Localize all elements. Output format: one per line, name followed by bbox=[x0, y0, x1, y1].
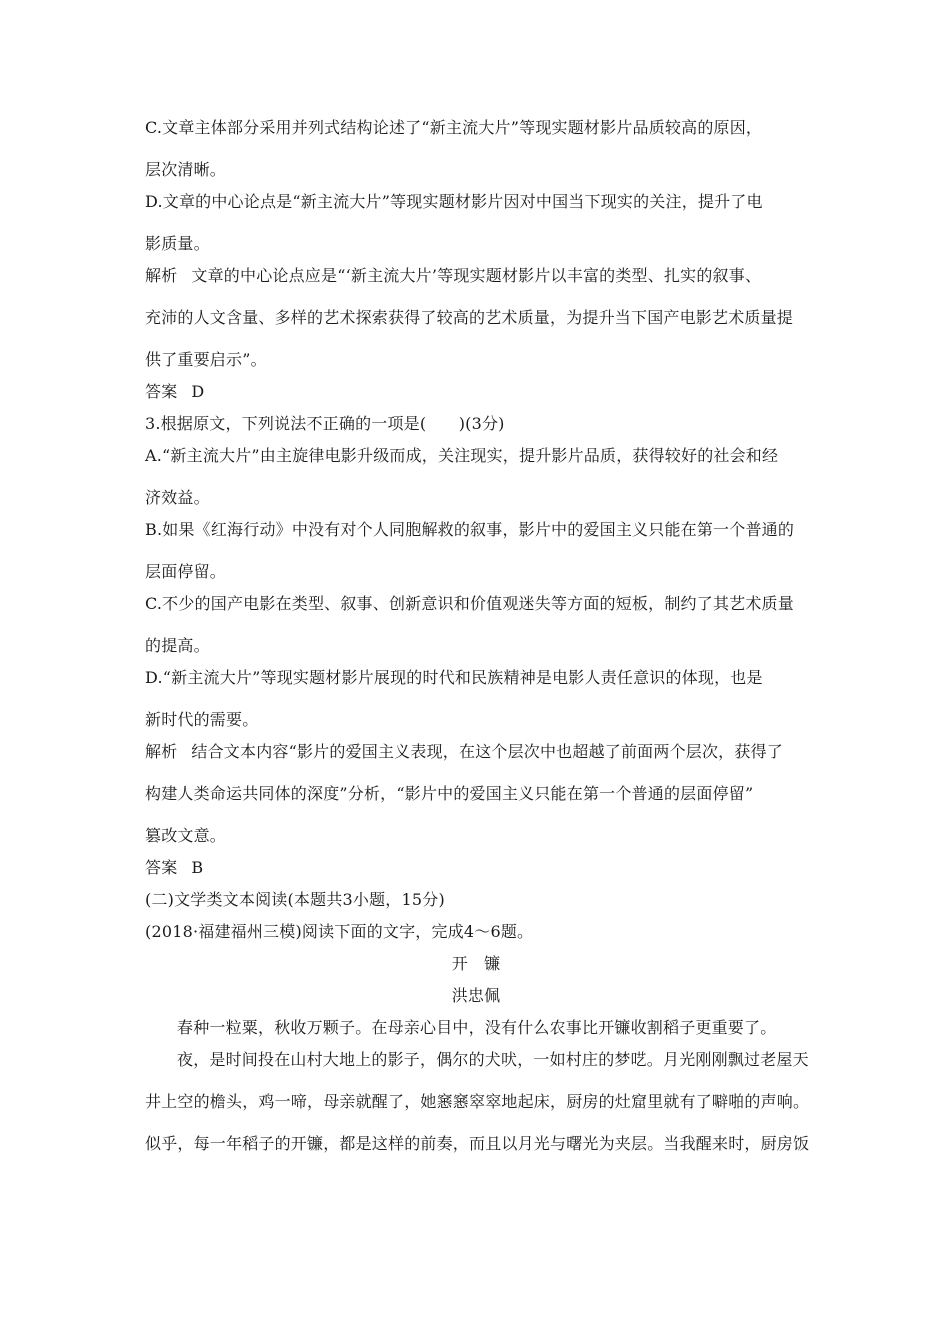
q2-option-c-line-2: 层次清晰。 bbox=[145, 160, 227, 179]
q3-option-b-line-2: 层面停留。 bbox=[145, 562, 227, 581]
story-paragraph-1: 春种一粒粟，秋收万颗子。在母亲心目中，没有什么农事比开镰收割稻子更重要了。 bbox=[177, 1018, 777, 1037]
q3-option-a-line-2: 济效益。 bbox=[145, 488, 210, 507]
q3-option-a-line-1: A.“新主流大片”由主旋律电影升级而成，关注现实，提升影片品质，获得较好的社会和经 bbox=[145, 446, 779, 465]
q3-analysis-line-2: 构建人类命运共同体的深度”分析，“影片中的爱国主义只能在第一个普通的层面停留” bbox=[145, 784, 754, 803]
q2-answer-line bbox=[145, 382, 807, 402]
story-author: 洪忠佩 bbox=[451, 986, 501, 1005]
q3-option-d-line-1: D.“新主流大片”等现实题材影片展现的时代和民族精神是电影人责任意识的体现，也是 bbox=[145, 668, 763, 687]
story-paragraph-2-line-3: 似乎，每一年稻子的开镰，都是这样的前奏，而且以月光与曙光为夹层。当我醒来时，厨房饭 bbox=[145, 1134, 810, 1153]
q3-answer-label: 答案 bbox=[145, 858, 178, 877]
q2-answer-label: 答案 bbox=[145, 382, 178, 401]
q2-analysis-line-3: 供了重要启示”。 bbox=[145, 350, 267, 369]
q2-analysis-label: 解析 bbox=[145, 266, 178, 285]
q3-option-c-line-2: 的提高。 bbox=[145, 636, 210, 655]
story-paragraph-2-line-1: 夜，是时间投在山村大地上的影子，偶尔的犬吠，一如村庄的梦呓。月光刚刚飘过老屋天 bbox=[177, 1050, 809, 1069]
document-page bbox=[145, 118, 810, 1154]
q3-option-d-line-2: 新时代的需要。 bbox=[145, 710, 259, 729]
q3-analysis-text-1: 结合文本内容“影片的爱国主义表现，在这个层次中也超越了前面两个层次，获得了 bbox=[191, 742, 783, 761]
q2-option-d-line-1: D.文章的中心论点是“新主流大片”等现实题材影片因对中国当下现实的关注，提升了电 bbox=[145, 192, 763, 211]
q3-analysis-label: 解析 bbox=[145, 742, 178, 761]
q3-analysis-line-1 bbox=[145, 742, 807, 762]
story-paragraph-2-line-2: 井上空的檐头，鸡一啼，母亲就醒了，她窸窸窣窣地起床，厨房的灶窟里就有了噼啪的声响。 bbox=[145, 1092, 810, 1111]
q3-answer-line bbox=[145, 858, 807, 878]
q3-option-c-line-1: C.不少的国产电影在类型、叙事、创新意识和价值观迷失等方面的短板，制约了其艺术质量 bbox=[145, 594, 794, 613]
q2-analysis-text-1: 文章的中心论点应是“‘新主流大片’等现实题材影片以丰富的类型、扎实的叙事、 bbox=[191, 266, 762, 285]
section-source: (2018·福建福州三模)阅读下面的文字，完成4～6题。 bbox=[145, 922, 534, 941]
q2-option-c-line-1: C.文章主体部分采用并列式结构论述了“新主流大片”等现实题材影片品质较高的原因， bbox=[145, 118, 763, 137]
story-title: 开 镰 bbox=[451, 954, 501, 973]
q2-option-d-line-2: 影质量。 bbox=[145, 234, 210, 253]
q3-stem: 3.根据原文，下列说法不正确的一项是( )(3分) bbox=[145, 414, 505, 433]
q3-option-b-line-1: B.如果《红海行动》中没有对个人同胞解救的叙事，影片中的爱国主义只能在第一个普通的 bbox=[145, 520, 795, 539]
q2-analysis-line-1 bbox=[145, 266, 807, 286]
q2-answer-value: D bbox=[191, 382, 205, 401]
q3-answer-value: B bbox=[191, 858, 204, 877]
q3-analysis-line-3: 篡改文意。 bbox=[145, 826, 227, 845]
q2-analysis-line-2: 充沛的人文含量、多样的艺术探索获得了较高的艺术质量，为提升当下国产电影艺术质量提 bbox=[145, 308, 794, 327]
section-heading: (二)文学类文本阅读(本题共3小题，15分) bbox=[145, 890, 445, 909]
